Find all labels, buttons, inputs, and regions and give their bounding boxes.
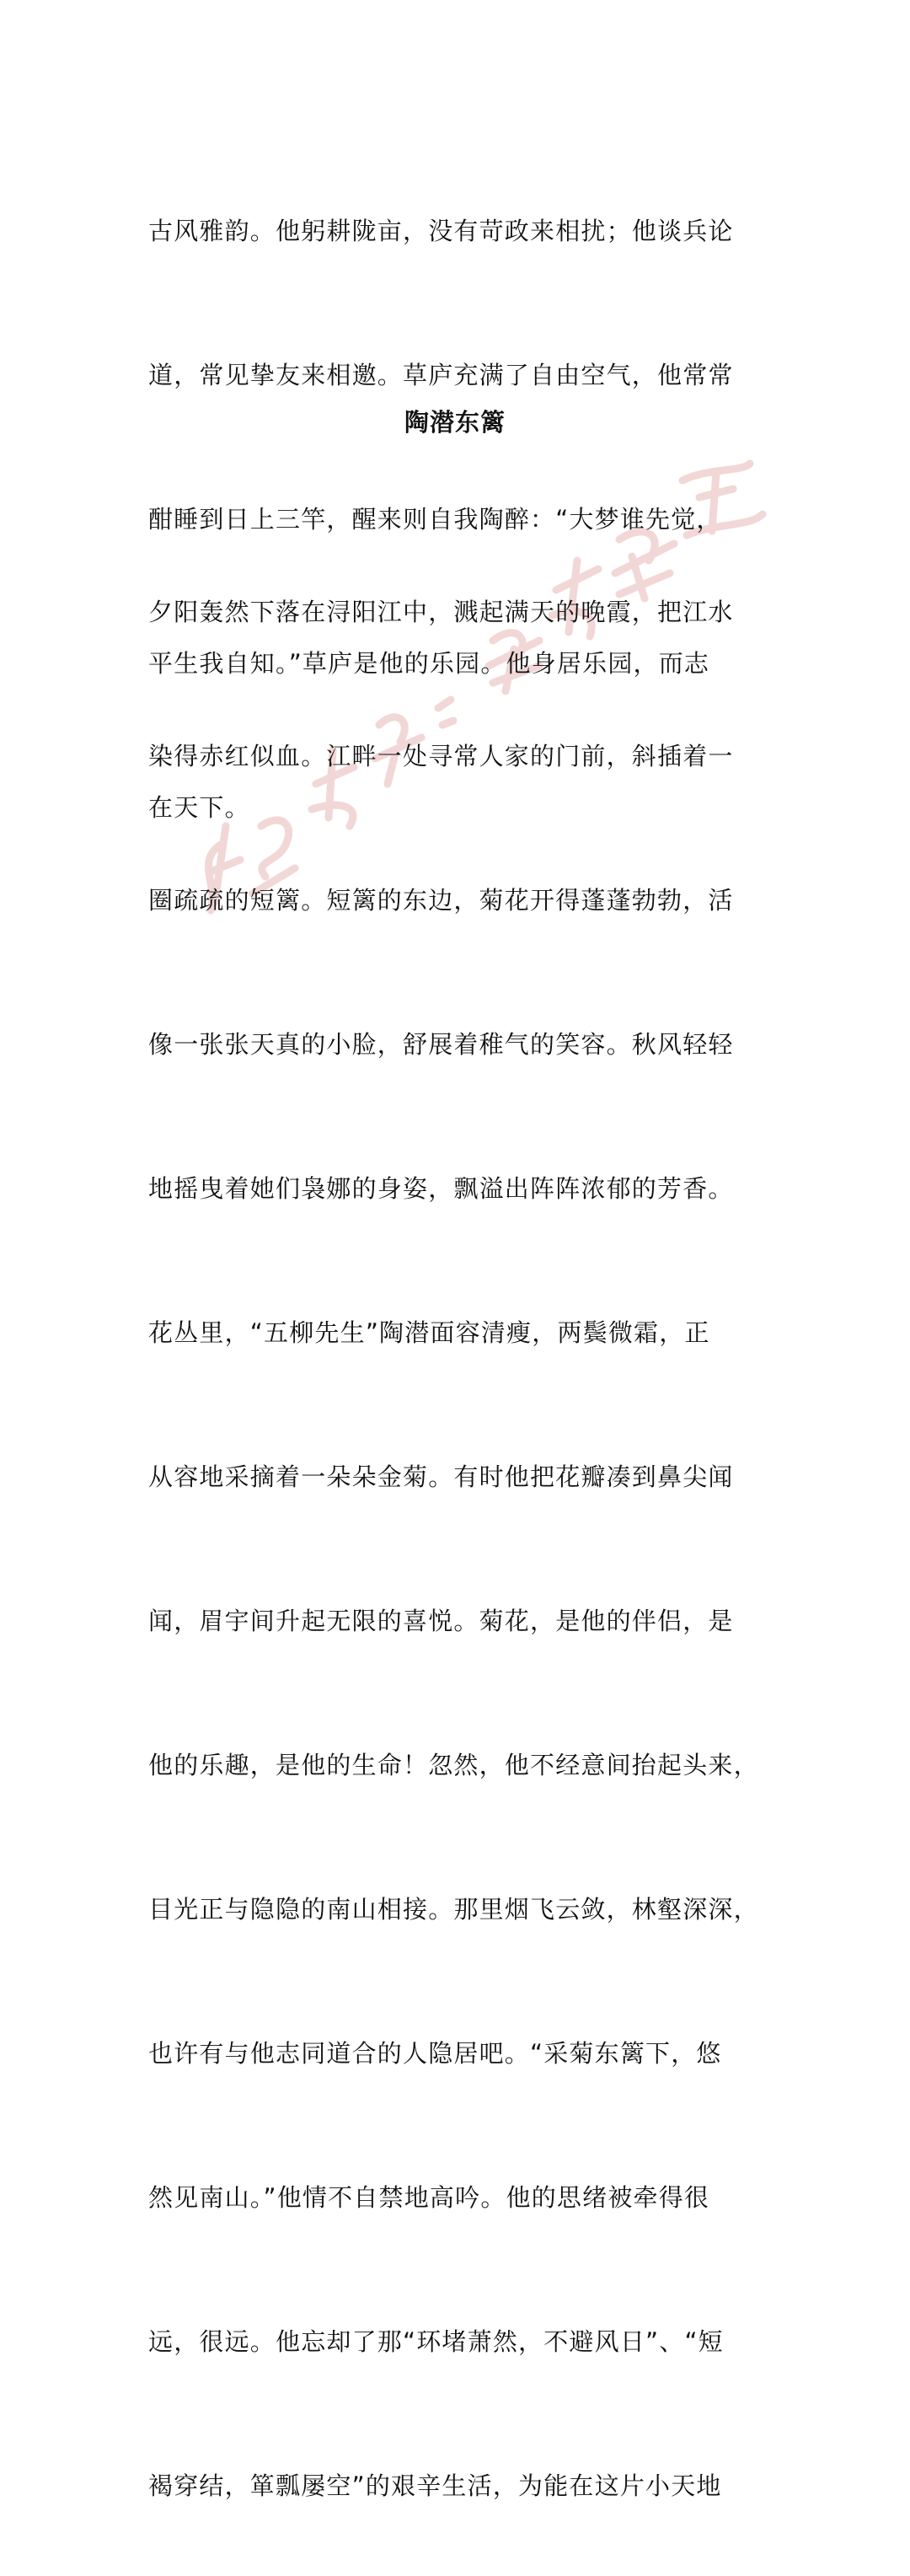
text-line: 也许有与他志同道合的人隐居吧。“采菊东篱下，悠 bbox=[148, 2039, 722, 2068]
text-line: 褐穿结，箪瓢屡空”的艰辛生活，为能在这片小天地 bbox=[148, 2471, 722, 2500]
text-line: 染得赤红似血。江畔一处寻常人家的门前，斜插着一 bbox=[148, 742, 734, 770]
text-line: 圈疏疏的短篱。短篱的东边，菊花开得蓬蓬勃勃，活 bbox=[148, 886, 734, 915]
text-line: 平生我自知。”草庐是他的乐园。他身居乐园，而志 bbox=[148, 649, 710, 678]
text-line: 夕阳轰然下落在浔阳江中，溅起满天的晚霞，把江水 bbox=[148, 598, 734, 626]
text-line: 他的乐趣，是他的生命！忽然，他不经意间抬起头来， bbox=[148, 1751, 759, 1779]
text-line: 酣睡到日上三竿，醒来则自我陶醉：“大梦谁先觉， bbox=[148, 505, 722, 534]
text-line: 道，常见挚友来相邀。草庐充满了自由空气，他常常 bbox=[148, 361, 734, 389]
section-title: 陶潜东篱 bbox=[404, 408, 506, 437]
text-line: 然见南山。”他情不自禁地高吟。他的思绪被牵得很 bbox=[148, 2183, 710, 2212]
body-paragraph bbox=[148, 492, 768, 2576]
text-line: 目光正与隐隐的南山相接。那里烟飞云敛，林壑深深， bbox=[148, 1895, 759, 1924]
text-line: 在天下。 bbox=[148, 793, 250, 822]
text-line: 古风雅韵。他躬耕陇亩，没有苛政来相扰；他谈兵论 bbox=[148, 217, 734, 245]
text-line: 地摇曳着她们袅娜的身姿，飘溢出阵阵浓郁的芳香。 bbox=[148, 1174, 734, 1203]
text-line: 花丛里，“五柳先生”陶潜面容清瘦，两鬓微霜，正 bbox=[148, 1318, 710, 1347]
text-line: 从容地采摘着一朵朵金菊。有时他把花瓣凑到鼻尖闻 bbox=[148, 1462, 734, 1491]
text-line: 闻，眉宇间升起无限的喜悦。菊花，是他的伴侣，是 bbox=[148, 1607, 734, 1635]
text-line: 像一张张天真的小脸，舒展着稚气的笑容。秋风轻轻 bbox=[148, 1030, 734, 1059]
text-line: 远，很远。他忘却了那“环堵萧然，不避风日”、“短 bbox=[148, 2327, 724, 2356]
